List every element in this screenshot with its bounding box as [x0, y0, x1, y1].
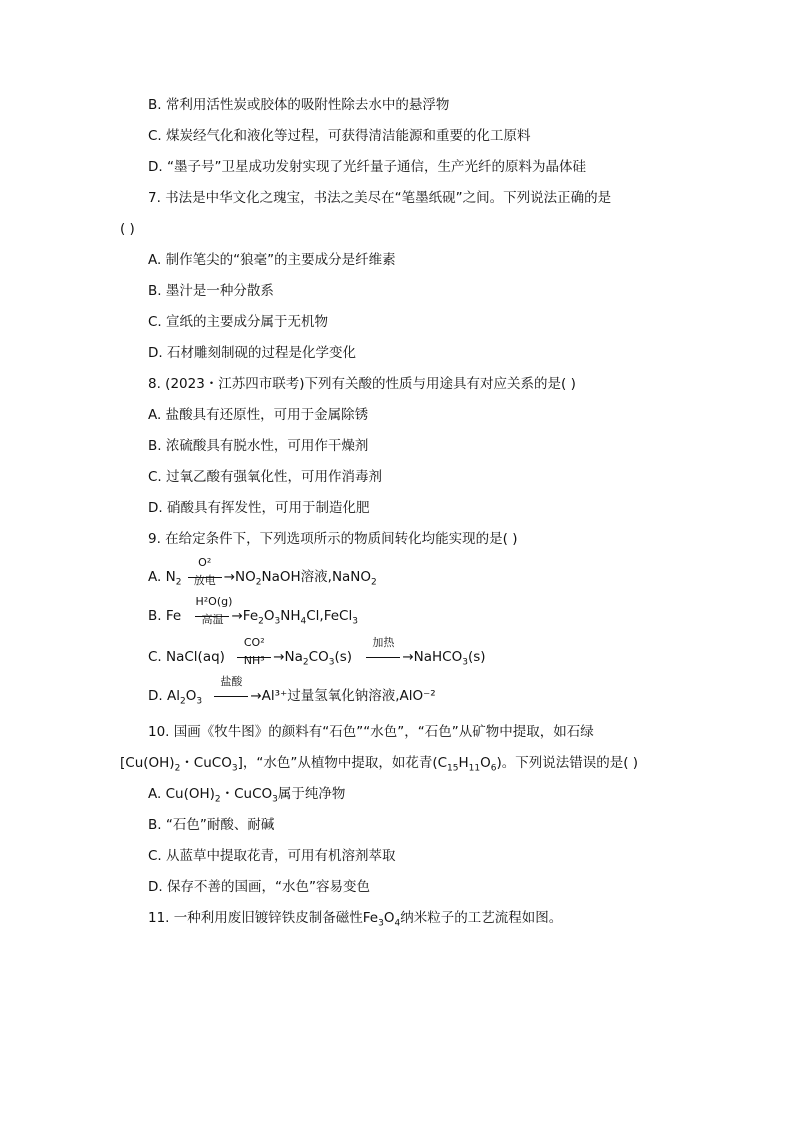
- q7-option-c: C. 宣纸的主要成分属于无机物: [148, 314, 329, 330]
- q6-option-d: D. “墨子号”卫星成功发射实现了光纤量子通信，生产光纤的原料为晶体硅: [148, 159, 586, 175]
- q10-option-c: C. 从蓝草中提取花青，可用有机溶剂萃取: [148, 848, 396, 864]
- reaction-arrow: $\frac{\text{CO²}}{\text{NH³}}$: [237, 648, 271, 666]
- q10-option-d: D. 保存不善的国画，“水色”容易变色: [148, 879, 370, 895]
- q6-option-b: B. 常利用活性炭或胶体的吸附性除去水中的悬浮物: [148, 97, 450, 113]
- question-8-stem: 8. (2023・江苏四市联考)下列有关酸的性质与用途具有对应关系的是( ): [148, 376, 576, 392]
- reaction-arrow: 加热: [366, 648, 400, 666]
- q7-option-d: D. 石材雕刻制砚的过程是化学变化: [148, 345, 356, 361]
- q10-option-a: A. $Cu(OH)_2$・CuCO$_3$属于纯净物: [148, 786, 346, 805]
- q9-option-c: C. NaCl(aq) $\frac{\text{CO²}}{\text{NH³}}$ $\to Na_2CO_3(s)$ 加热 →NaHCO$_3$(s): [148, 636, 486, 668]
- q10-option-b: B. “石色”耐酸、耐碱: [148, 817, 275, 833]
- q7-option-a: A. 制作笔尖的“狼毫”的主要成分是纤维素: [148, 252, 396, 268]
- q8-option-b: B. 浓硫酸具有脱水性，可用作干燥剂: [148, 438, 369, 454]
- question-11-stem: 11. 一种利用废旧镀锌铁皮制备磁性$Fe_3O_4$纳米粒子的工艺流程如图。: [148, 910, 563, 929]
- question-10-stem-cont: [$Cu(OH)_2$・CuCO$_3$]，“水色”从植物中提取，如花青$(C_{15}H_{11}O_6)$。下列说法错误的是( ): [120, 755, 639, 774]
- q6-option-c: C. 煤炭经气化和液化等过程，可获得清洁能源和重要的化工原料: [148, 128, 531, 144]
- question-7-answer-bracket: ( ): [120, 221, 135, 237]
- q7-option-b: B. 墨汁是一种分散系: [148, 283, 274, 299]
- q9-option-a: A. $N_2$ O² 放电 $\to NO_2NaOH$溶液,NaNO$_2$: [148, 556, 377, 588]
- q9-option-d: D. $Al_2O_3$ 盐酸 →Al³⁺过量氢氧化钠溶液,AlO⁻²: [148, 675, 436, 707]
- reaction-arrow: O² 放电: [188, 568, 222, 586]
- q8-option-a: A. 盐酸具有还原性，可用于金属除锈: [148, 407, 369, 423]
- q8-option-c: C. 过氧乙酸有强氧化性，可用作消毒剂: [148, 469, 383, 485]
- reaction-arrow: 盐酸: [214, 687, 248, 705]
- question-9-stem: 9. 在给定条件下，下列选项所示的物质间转化均能实现的是( ): [148, 531, 518, 547]
- question-7-stem: 7. 书法是中华文化之瑰宝，书法之美尽在“笔墨纸砚”之间。下列说法正确的是: [148, 190, 612, 206]
- q8-option-d: D. 硝酸具有挥发性，可用于制造化肥: [148, 500, 370, 516]
- question-10-stem: 10. 国画《牧牛图》的颜料有“石色”“水色”，“石色”从矿物中提取，如石绿: [148, 724, 594, 740]
- q9-option-b: B. Fe H²O(g) 高温 $\to Fe_2O_3NH_4Cl,FeCl_3$: [148, 595, 358, 627]
- reaction-arrow: H²O(g) 高温: [195, 595, 233, 626]
